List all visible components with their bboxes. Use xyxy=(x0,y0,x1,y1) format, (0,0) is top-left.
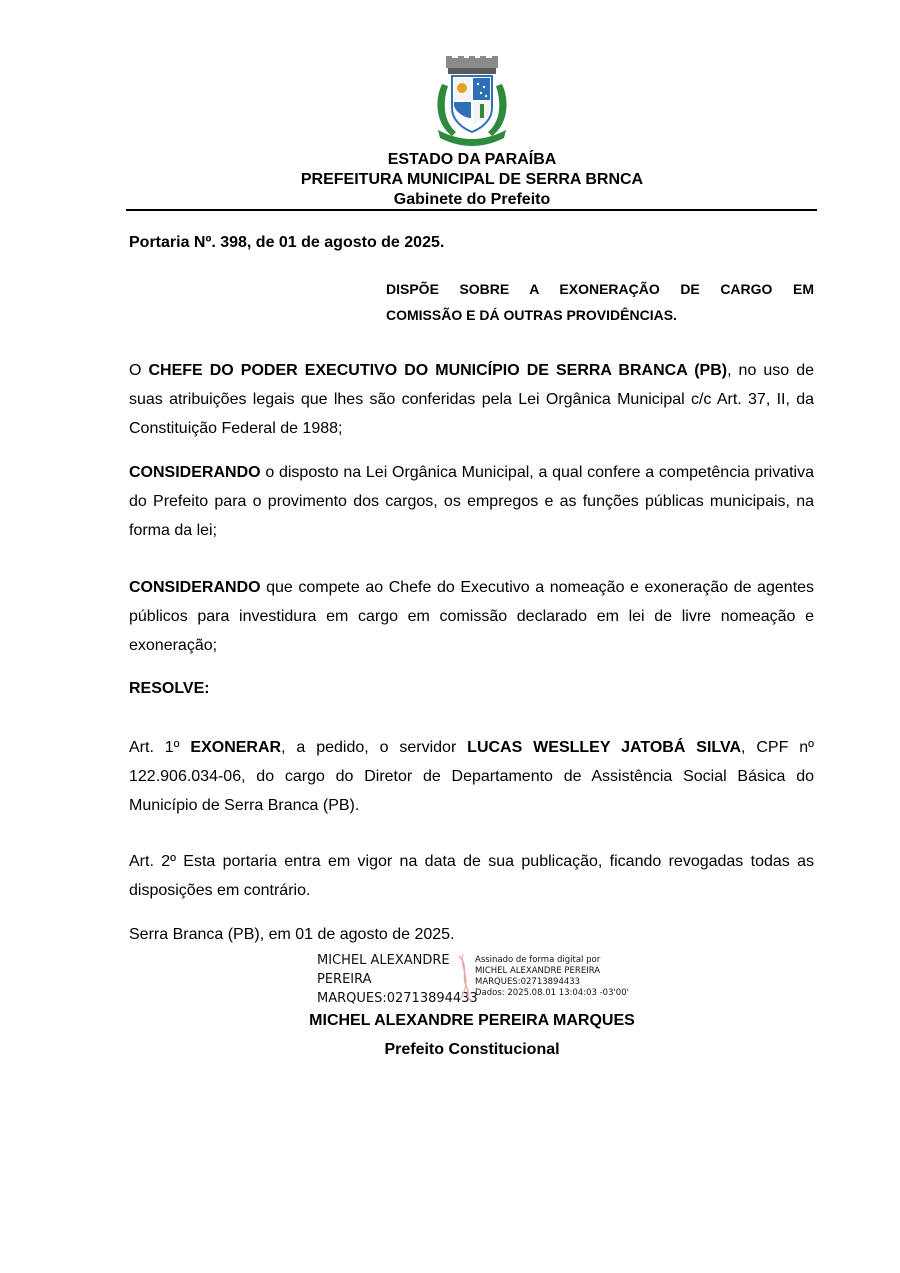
signer-name: MICHEL ALEXANDRE PEREIRA MARQUES xyxy=(309,1012,635,1029)
preamble-start: O xyxy=(129,362,149,379)
preamble-paragraph xyxy=(129,356,814,443)
signature-name-line-2: PEREIRA xyxy=(317,972,372,987)
place-date: Serra Branca (PB), em 01 de agosto de 2025. xyxy=(129,926,455,943)
considerando-paragraph-1 xyxy=(129,458,814,545)
preamble-rest: , no uso de suas atribuições legais que lhes são conferidas pela Lei Orgânica Municipal c/c Art. 37, II, da Constituição Federal de 1988; xyxy=(129,362,815,437)
article-1-action: EXONERAR xyxy=(190,739,282,756)
considerando-text: o disposto na Lei Orgânica Municipal, a qual confere a competência privativa do Prefeito para o provimento dos cargos, os empregos e as funções públicas municipais, na forma da lei; xyxy=(129,464,814,539)
header-state: ESTADO DA PARAÍBA xyxy=(387,151,557,168)
article-1 xyxy=(129,733,814,820)
article-1-number: Art. 1º xyxy=(129,739,191,756)
signature-info-line-2: MICHEL ALEXANDRE PEREIRA xyxy=(475,966,601,976)
header-prefeitura: PREFEITURA MUNICIPAL DE SERRA BRNCA xyxy=(300,171,644,188)
preamble-authority: CHEFE DO PODER EXECUTIVO DO MUNICÍPIO DE SERRA BRANCA (PB) xyxy=(148,362,728,379)
ementa xyxy=(386,276,814,328)
signer-title: Prefeito Constitucional xyxy=(384,1041,560,1058)
header-gabinete: Gabinete do Prefeito xyxy=(393,191,551,208)
signature-info-line-3: MARQUES:02713894433 xyxy=(475,977,581,987)
article-1-mid: , a pedido, o servidor xyxy=(281,739,468,756)
digital-signature-info xyxy=(475,955,665,999)
header-divider xyxy=(126,209,817,211)
article-2: Art. 2º Esta portaria entra em vigor na data de sua publicação, ficando revogadas todas as disposições em contrário. xyxy=(129,853,814,899)
ementa-line-1: DISPÕE SOBRE A EXONERAÇÃO DE CARGO EM xyxy=(386,281,814,297)
ementa-line-2: COMISSÃO E DÁ OUTRAS PROVIDÊNCIAS. xyxy=(386,307,677,323)
signature-name-line-1: MICHEL ALEXANDRE xyxy=(317,953,450,968)
considerando-paragraph-2 xyxy=(129,573,814,660)
article-1-rest: , CPF nº 122.906.034-06, do cargo do Diretor de Departamento de Assistência Social Básica do Município de Serra Branca (PB). xyxy=(129,739,814,814)
considerando-text: que compete ao Chefe do Executivo a nomeação e exoneração de agentes públicos para investidura em cargo em comissão declarado em lei de livre nomeação e exoneração; xyxy=(129,579,814,654)
signature-info-line-4: Dados: 2025.08.01 13:04:03 -03'00' xyxy=(475,988,629,998)
signature-mark-icon xyxy=(455,952,477,1002)
article-1-servant-name: LUCAS WESLLEY JATOBÁ SILVA xyxy=(467,739,742,756)
signature-name-line-3: MARQUES:02713894433 xyxy=(317,991,478,1006)
signature-info-line-1: Assinado de forma digital por xyxy=(475,955,601,965)
municipal-coat-of-arms-icon xyxy=(432,56,512,148)
resolve-heading: RESOLVE: xyxy=(129,680,210,697)
portaria-title: Portaria Nº. 398, de 01 de agosto de 2025. xyxy=(129,234,445,251)
considerando-label: CONSIDERANDO xyxy=(129,464,261,481)
digital-signature-name xyxy=(317,951,477,1008)
considerando-label: CONSIDERANDO xyxy=(129,579,261,596)
